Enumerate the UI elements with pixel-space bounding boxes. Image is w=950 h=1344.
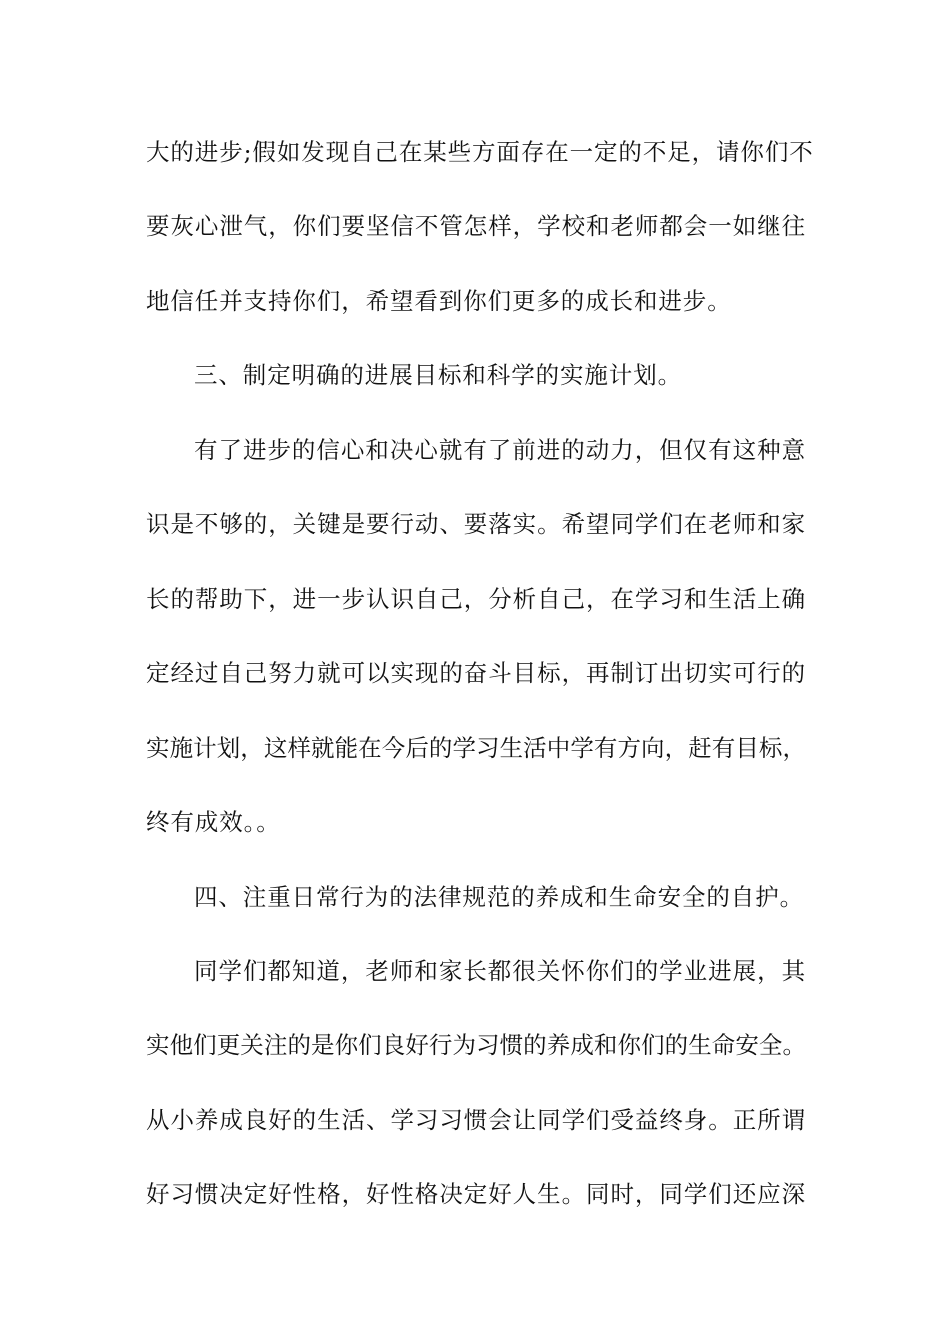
text-line-1: 大的进步;假如发现自己在某些方面存在一定的不足，请你们不 — [146, 138, 814, 166]
text-line-3: 地信任并支持你们，希望看到你们更多的成长和进步。 — [146, 287, 732, 315]
text-line-9: 实施计划，这样就能在今后的学习生活中学有方向，赶有目标， — [146, 734, 806, 762]
text-line-15: 好习惯决定好性格，好性格决定好人生。同时，同学们还应深 — [146, 1180, 806, 1208]
section-heading-3: 三、制定明确的进展目标和科学的实施计划。 — [194, 361, 682, 389]
text-line-10: 终有成效。。 — [146, 808, 281, 836]
text-line-12: 同学们都知道，老师和家长都很关怀你们的学业进展，其 — [194, 957, 806, 985]
text-line-8: 定经过自己努力就可以实现的奋斗目标，再制订出切实可行的 — [146, 659, 806, 687]
text-line-6: 识是不够的，关键是要行动、要落实。希望同学们在老师和家 — [146, 510, 806, 538]
text-line-5: 有了进步的信心和决心就有了前进的动力，但仅有这种意 — [194, 436, 806, 464]
text-line-13: 实他们更关注的是你们良好行为习惯的养成和你们的生命安全。 — [146, 1031, 806, 1059]
section-heading-4: 四、注重日常行为的法律规范的养成和生命安全的自护。 — [194, 883, 804, 911]
text-line-14: 从小养成良好的生活、学习习惯会让同学们受益终身。正所谓 — [146, 1106, 806, 1134]
text-line-7: 长的帮助下，进一步认识自己，分析自己，在学习和生活上确 — [146, 585, 806, 613]
text-line-2: 要灰心泄气，你们要坚信不管怎样，学校和老师都会一如继往 — [146, 212, 806, 240]
